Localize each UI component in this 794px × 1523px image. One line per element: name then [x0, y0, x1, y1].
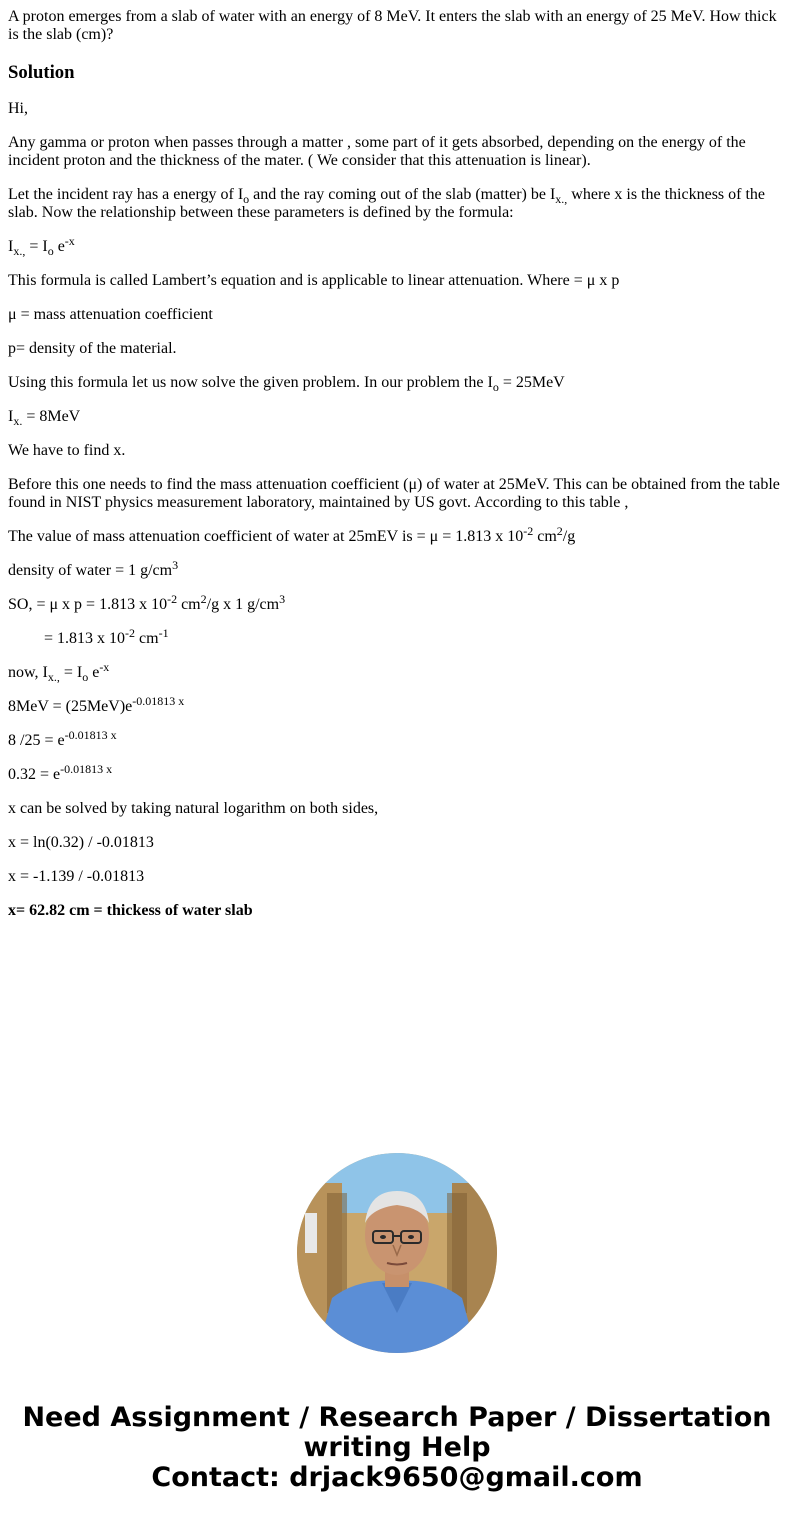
result-line: = 1.813 x $10^{-2}$ $cm^{-1}$ [44, 626, 169, 647]
definition-paragraph: Let the incident ray has a energy of $I_o$ and the ray coming out of the slab (matter) be $I_{x.,}$ where x is the thickness of the slab. Now the relationship between these parameters is defined by the formula: [8, 186, 766, 221]
footer-contact: Contact: drjack9650@gmail.com [151, 1462, 643, 1493]
greeting: Hi, [8, 100, 28, 117]
final-answer: x= 62.82 cm = thickess of water slab [8, 902, 253, 919]
mu-definition: μ = mass attenuation coefficient [8, 306, 213, 323]
question-text: A proton emerges from a slab of water with an energy of 8 MeV. It enters the slab with an energy of 25 MeV. How thick is the slab (cm)? [8, 8, 777, 43]
step-1: $8MeV = (25MeV)e^{-0.01813 x}$ [8, 694, 185, 715]
step-3: $0.32 = e^{-0.01813 x}$ [8, 762, 113, 783]
before-paragraph: Before this one needs to find the mass attenuation coefficient (μ) of water at 25MeV. This can be obtained from the table found in NIST physics measurement laboratory, maintained by US govt. According to this table , [8, 476, 780, 511]
footer-banner [0, 1403, 794, 1493]
value-line: The value of mass attenuation coefficient of water at 25mEV is = μ = 1.813 x $10^{-2}$ $cm^2/g$ [8, 524, 576, 545]
so-line: SO, = μ x p = 1.813 x $10^{-2}$ $cm^2/g$ x 1 $g/cm^3$ [8, 592, 286, 613]
using-line: Using this formula let us now solve the given problem. In our problem the $I_o = 25MeV$ [8, 374, 565, 394]
log-text: x can be solved by taking natural logarithm on both sides, [8, 800, 379, 817]
solution-heading: Solution [8, 62, 75, 83]
lambert-paragraph: This formula is called Lambert’s equation and is applicable to linear attenuation. Where = μ x p [8, 272, 620, 289]
step-5: x = -1.139 / -0.01813 [8, 868, 145, 885]
step-4: x = ln(0.32) / -0.01813 [8, 834, 154, 851]
portrait-image [297, 1153, 497, 1353]
footer-line-2: writing Help [303, 1432, 491, 1463]
solution-document [8, 8, 786, 920]
footer-line-1: Need Assignment / Research Paper / Dissertation [22, 1402, 772, 1433]
formula-line: $I_{x.,} = I_o$ $e^{-x}$ [8, 234, 75, 258]
step-2: 8 $/25 = e^{-0.01813 x}$ [8, 728, 117, 749]
now-line: now, $I_{x.,} = I_o$ $e^{-x}$ [8, 660, 110, 684]
density-line: density of water = 1 $g/cm^3$ [8, 558, 179, 579]
avatar [297, 1153, 497, 1353]
ix-line: $I_{x.} = 8MeV$ [8, 408, 81, 428]
p-definition: p= density of the material. [8, 340, 177, 357]
find-x-line: We have to find x. [8, 442, 126, 459]
intro-paragraph: Any gamma or proton when passes through a matter , some part of it gets absorbed, depending on the energy of the incident proton and the thickness of the mater. ( We consider that this attenuation is linear). [8, 134, 746, 169]
